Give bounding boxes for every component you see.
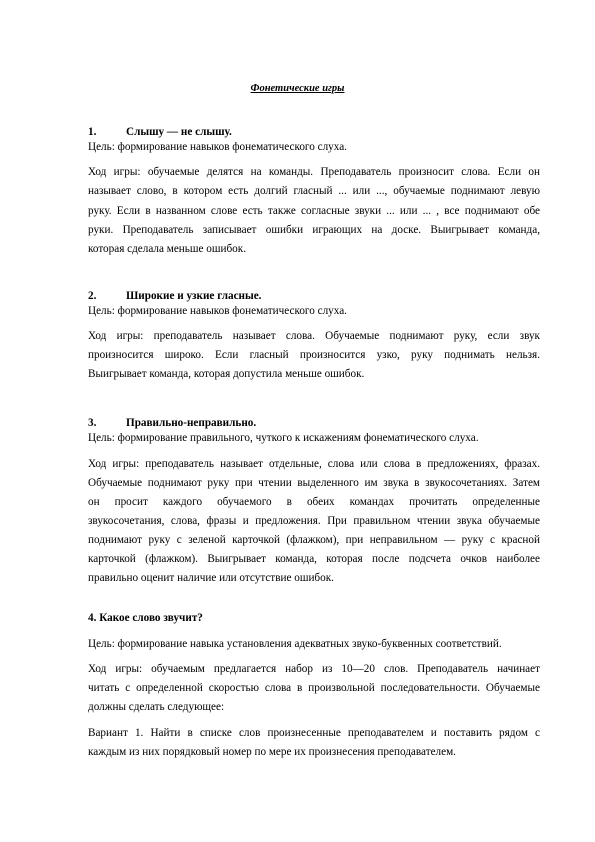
game-1-goal: Цель: формирование навыков фонематического слуха.	[88, 141, 347, 153]
game-1-line-4: руки. Преподаватель записывает ошибки играющих на доске. Выигрывает команда,	[88, 224, 540, 236]
game-2-line-3: Выигрывает команда, которая допустила меньше ошибок.	[88, 368, 365, 380]
game-3-line-3: он просит каждого обучаемого в обеих командах прочитать определенные	[88, 496, 540, 508]
game-3-line-5: поднимают руку с зеленой карточкой (флажком), при неправильном — руку с красной	[88, 534, 540, 546]
game-2-name: Широкие и узкие гласные.	[126, 290, 262, 302]
game-1-heading	[88, 126, 232, 138]
game-1-line-5: которая сделала меньше ошибок.	[88, 243, 246, 255]
game-4-variant-line-1: Вариант 1. Найти в списке слов произнесенные преподавателем и поставить рядом с	[88, 727, 540, 739]
game-1-number: 1.	[88, 126, 97, 138]
game-1-line-2: называет слово, в котором есть долгий гласный ... или ..., обучаемые поднимают левую	[88, 185, 540, 197]
game-4-heading: 4. Какое слово звучит?	[88, 612, 203, 624]
game-2-goal: Цель: формирование навыков фонематического слуха.	[88, 305, 347, 317]
game-3-goal: Цель: формирование правильного, чуткого к искажениям фонематического слуха.	[88, 432, 479, 444]
game-3-number: 3.	[88, 417, 97, 429]
game-3-name: Правильно-неправильно.	[126, 417, 257, 429]
game-3-line-1: Ход игры: преподаватель называет отдельные, слова или слова в предложениях, фразах.	[88, 458, 540, 470]
page-title: Фонетические игры	[250, 83, 345, 94]
game-1-name: Слышу — не слышу.	[126, 126, 232, 138]
game-2-line-1: Ход игры: преподаватель называет слова. Обучаемые поднимают руку, если звук	[88, 330, 540, 342]
game-2-heading	[88, 290, 261, 302]
game-3-line-4: звукосочетания, слова, фразы и предложения. При правильном чтении звука обучаемые	[88, 515, 540, 527]
game-3-line-2: Обучаемые поднимают руку при чтении выделенного им звука в звукосочетаниях. Затем	[88, 477, 540, 489]
game-3-line-6: карточкой (флажком). Выигрывает команда, которая после подсчета очков наиболее	[88, 553, 540, 565]
game-4-line-2: читать с определенной скоростью слова в произвольной последовательности. Обучаемые	[88, 682, 540, 694]
game-4-line-3: должны сделать следующее:	[88, 701, 225, 713]
game-4-variant-line-2: каждым из них порядковый номер по мере их произнесения преподавателем.	[88, 746, 456, 758]
game-1-line-3: руку. Если в названном слове есть также согласные звуки ... или ... , все поднимают обе	[88, 205, 540, 217]
game-4-goal: Цель: формирование навыка установления адекватных звуко-буквенных соответствий.	[88, 638, 502, 650]
game-2-number: 2.	[88, 290, 97, 302]
game-3-line-7: правильно оценит наличие или отсутствие ошибок.	[88, 572, 334, 584]
game-1-line-1: Ход игры: обучаемые делятся на команды. Преподаватель произносит слова. Если он	[88, 166, 540, 178]
game-3-heading	[88, 417, 256, 429]
game-2-line-2: произносится широко. Если гласный произносится узко, руку поднимать нельзя.	[88, 349, 540, 361]
game-4-line-1: Ход игры: обучаемым предлагается набор из 10—20 слов. Преподаватель начинает	[88, 663, 540, 675]
